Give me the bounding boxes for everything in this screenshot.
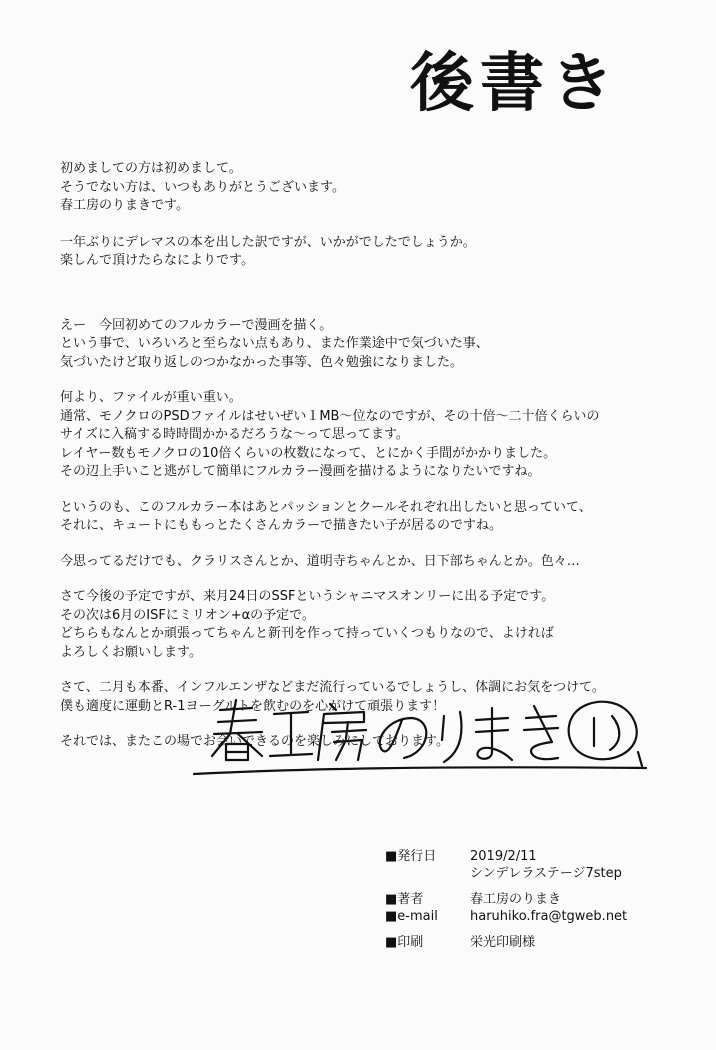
text-line: 楽しんで頂けたらなによりです。 [60, 253, 254, 268]
paragraph-characters [60, 553, 700, 572]
text-line: 何より、ファイルが重い重い。 [60, 390, 242, 405]
paragraph-intro [60, 234, 700, 271]
printer-label: ■印刷 [385, 935, 424, 950]
text-line: 今思ってるだけでも、クラリスさんとか、道明寺ちゃんとか、日下部ちゃんとか。色々… [60, 553, 580, 569]
text-line: その次は6月のISFにミリオン+αの予定で。 [60, 607, 315, 623]
text-line: 通常、モノクロのPSDファイルはせいぜい１MB〜位なのですが、その十倍〜二十倍くらいの [60, 408, 600, 424]
paragraph-plans-color [60, 499, 700, 536]
colophon-printer [385, 934, 627, 951]
text-line: という事で、いろいろと至らない点もあり、また作業途中で気づいた事、 [60, 336, 489, 351]
author-label: ■著者 [385, 892, 424, 907]
page-title: 後書き [410, 47, 620, 121]
text-line: 気づいたけど取り返しのつかなかった事等、色々勉強になりました。 [60, 354, 464, 370]
text-line: 一年ぶりにデレマスの本を出した訳ですが、いかがでしたでしょうか。 [60, 234, 476, 250]
afterword-body [60, 160, 700, 752]
issue-date-label: ■発行日 [385, 849, 437, 864]
colophon [385, 848, 627, 951]
text-line: レイヤー数もモノクロの10倍くらいの枚数になって、とにかく手間がかかりました。 [60, 445, 557, 461]
text-line: というのも、このフルカラー本はあとパッションとクールそれぞれ出したいと思っていて、 [60, 499, 592, 515]
text-line: その辺上手いこと逃がして簡単にフルカラー漫画を描けるようになりたいですね。 [60, 464, 541, 479]
paragraph-schedule [60, 588, 700, 662]
text-line: それでは、またこの場でお会いできるのを楽しみにしております。 [60, 734, 449, 749]
issue-date-value: 2019/2/11 [470, 849, 537, 864]
email-label: ■e-mail [385, 909, 438, 924]
text-line: さて、二月も本番、インフルエンザなどまだ流行っているでしょうし、体調にお気をつけて。 [60, 680, 605, 695]
text-line: 春工房のりまきです。 [60, 198, 189, 213]
text-line: どちらもなんとか頑張ってちゃんと新刊を作って持っていくつもりなので、よければ [60, 626, 554, 641]
text-line: さて今後の予定ですが、来月24日のSSFというシャニマスオンリーに出る予定です。 [60, 589, 555, 604]
text-line: よろしくお願いします。 [60, 644, 202, 660]
text-line: えー 今回初めてのフルカラーで漫画を描く。 [60, 317, 333, 333]
text-line: 僕も適度に運動とR-1ヨーグルトを飲むのを心がけて頑張ります！ [60, 698, 446, 714]
printer-value: 栄光印刷様 [470, 935, 536, 950]
author-value: 春工房のりまき [470, 892, 562, 907]
colophon-issue-date [385, 848, 627, 865]
text-line: そうでない方は、いつもありがとうございます。 [60, 179, 345, 195]
handwritten-signature [190, 690, 650, 780]
colophon-email [385, 908, 627, 925]
email-value: haruhiko.fra@tgweb.net [470, 909, 628, 924]
text-line: それに、キュートにももっとたくさんカラーで描きたい子が居るのですね。 [60, 518, 503, 533]
colophon-issue-event [385, 865, 627, 882]
text-line: サイズに入稿する時時間かかるだろうな〜って思ってます。 [60, 427, 409, 442]
text-line: 初めましての方は初めまして。 [60, 161, 242, 176]
colophon-author [385, 891, 627, 908]
issue-event-value: シンデレラステージ7step [470, 866, 622, 881]
paragraph-full-color [60, 317, 700, 373]
paragraph-greeting [60, 160, 700, 216]
paragraph-file-size [60, 389, 700, 482]
